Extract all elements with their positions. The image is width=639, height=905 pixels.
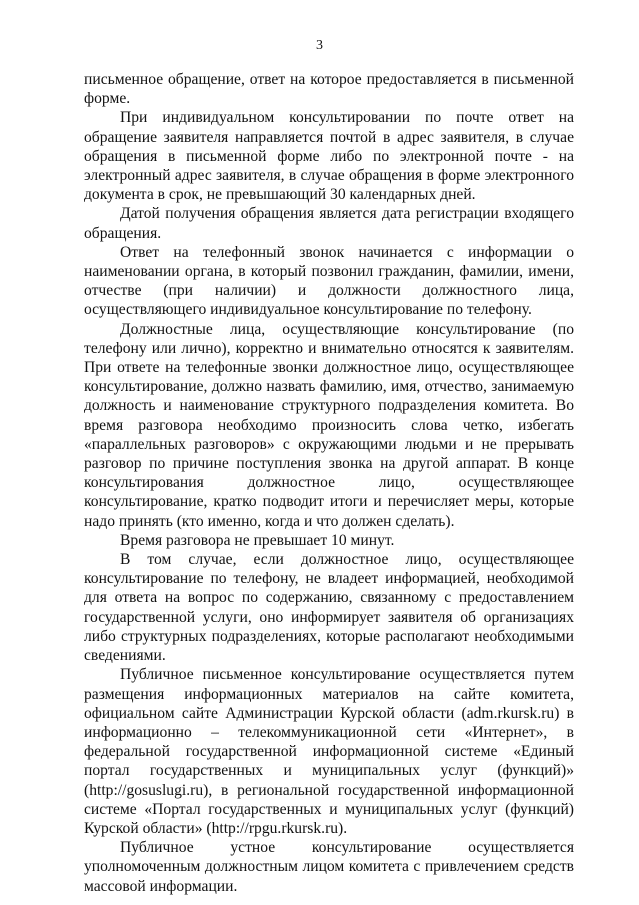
page-number: 3	[316, 38, 323, 53]
paragraph-continuation: письменное обращение, ответ на которое предоставляется в письменной форме.	[84, 71, 574, 108]
paragraph-public-written: Публичное письменное консультирование осуществляется путем размещения информационных материалов на сайте комитета, официальном сайте Администрации Курской области (adm.rkursk.ru) в информационно – телекоммуникационной сети «Интернет», в федеральной государственной информационной системе «Единый портал государственных и муниципальных услуг (функций)» (http://gosuslugi.ru), в региональной государственной информационной системе «Портал государственных и муниципальных услуг (функций) Курской области» (http://rpgu.rkursk.ru).	[84, 666, 574, 837]
paragraph-call-duration: Время разговора не превышает 10 минут.	[120, 531, 395, 549]
paragraph-no-information: В том случае, если должностное лицо, осуществляющее консультирование по телефону, не владеет информацией, необходимой для ответа на вопрос по содержанию, связанному с предоставлением государственной услуги, оно информирует заявителя об организациях либо структурных подразделениях, которые располагают необходимыми сведениями.	[84, 551, 574, 665]
paragraph-mail-consultation: При индивидуальном консультировании по почте ответ на обращение заявителя направляется почтой в адрес заявителя, в случае обращения в письменной форме либо по электронной почте - на электронный адрес заявителя, в случае обращения в форме электронного документа в срок, не превышающий 30 календарных дней.	[84, 109, 574, 204]
paragraph-officials-conduct: Должностные лица, осуществляющие консультирование (по телефону или лично), корректно и внимательно относятся к заявителям. При ответе на телефонные звонки должностное лицо, осуществляющее консультирование, должно назвать фамилию, имя, отчество, занимаемую должность и наименование структурного подразделения комитета. Во время разговора необходимо произносить слова четко, избегать «параллельных разговоров» с окружающими людьми и не прерывать разговор по причине поступления звонка на другой аппарат. В конце консультирования должностное лицо, осуществляющее консультирование, кратко подводит итоги и перечисляет меры, которые надо принять (кто именно, когда и что должен сделать).	[84, 320, 574, 530]
paragraph-public-oral: Публичное устное консультирование осуществляется уполномоченным должностным лицом комитета с привлечением средств массовой информации.	[84, 839, 574, 895]
paragraph-phone-answer: Ответ на телефонный звонок начинается с информации о наименовании органа, в который позвонил гражданин, фамилии, имени, отчестве (при наличии) и должности должностного лица, осуществляющего индивидуальное консультирование по телефону.	[84, 243, 574, 319]
document-body	[84, 70, 574, 896]
paragraph-receipt-date: Датой получения обращения является дата регистрации входящего обращения.	[84, 205, 574, 242]
